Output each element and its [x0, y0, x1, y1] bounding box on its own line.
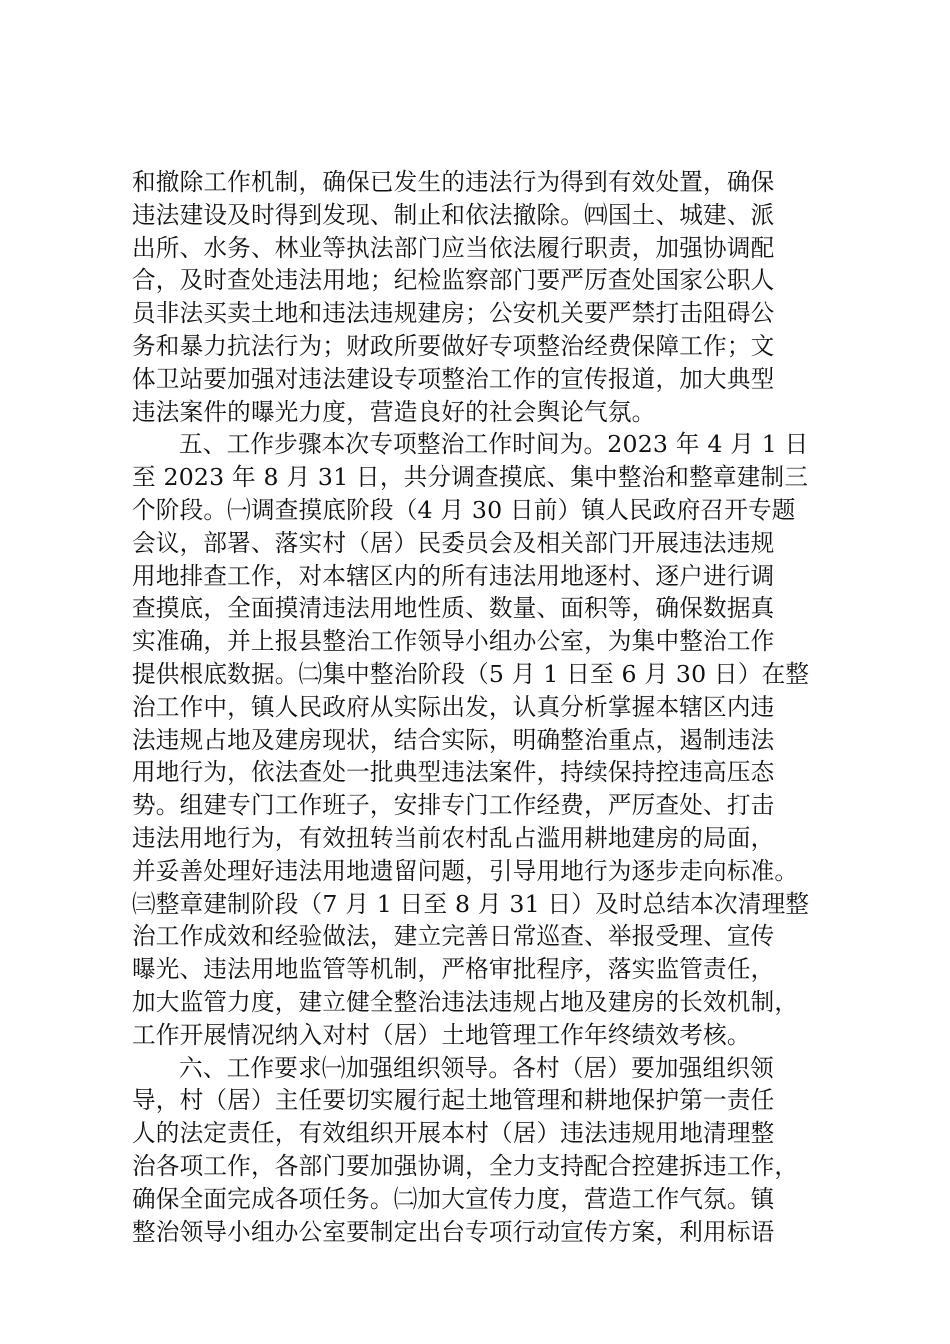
text-line: 人的法定责任，有效组织开展本村（居）违法违规用地清理整	[132, 1119, 775, 1148]
text-line: 曝光、违法用地监管等机制，严格审批程序，落实监管责任，	[132, 955, 775, 984]
text-line: 至 2023 年 8 月 31 日，共分调查摸底、集中整治和整章建制三	[132, 463, 809, 492]
text-line: 合，及时查处违法用地；纪检监察部门要严厉查处国家公职人	[132, 266, 775, 295]
text-line: 违法建设及时得到发现、制止和依法撤除。㈣国土、城建、派	[132, 200, 775, 229]
text-line: 并妥善处理好违法用地遗留问题，引导用地行为逐步走向标准。	[132, 856, 799, 885]
text-line: 会议，部署、落实村（居）民委员会及相关部门开展违法违规	[132, 528, 775, 557]
text-line: 用地排查工作，对本辖区内的所有违法用地逐村、逐户进行调	[132, 561, 775, 590]
text-line: ㈢整章建制阶段（7 月 1 日至 8 月 31 日）及时总结本次清理整	[132, 889, 810, 918]
text-line: 用地行为，依法查处一批典型违法案件，持续保持控违高压态	[132, 758, 775, 787]
text-line: 导，村（居）主任要切实履行起土地管理和耕地保护第一责任	[132, 1086, 775, 1115]
text-line: 和撤除工作机制，确保已发生的违法行为得到有效处置，确保	[132, 168, 775, 196]
text-line: 确保全面完成各项任务。㈡加大宣传力度，营造工作气氛。镇	[132, 1184, 775, 1213]
text-line: 工作开展情况纳入对村（居）土地管理工作年终绩效考核。	[132, 1020, 751, 1049]
text-line: 势。组建专门工作班子，安排专门工作经费，严厉查处、打击	[132, 791, 775, 820]
text-line: 体卫站要加强对违法建设专项整治工作的宣传报道，加大典型	[132, 364, 775, 393]
text-line: 加大监管力度，建立健全整治违法违规占地及建房的长效机制，	[132, 987, 799, 1016]
text-line: 出所、水务、林业等执法部门应当依法履行职责，加强协调配	[132, 233, 775, 262]
text-line: 治工作中，镇人民政府从实际出发，认真分析掌握本辖区内违	[132, 692, 775, 721]
text-line: 违法用地行为，有效扭转当前农村乱占滥用耕地建房的局面，	[132, 823, 775, 852]
text-line: 治工作成效和经验做法，建立完善日常巡查、举报受理、宣传	[132, 922, 775, 951]
text-line: 法违规占地及建房现状，结合实际，明确整治重点，遏制违法	[132, 725, 775, 754]
text-line: 个阶段。㈠调查摸底阶段（4 月 30 日前）镇人民政府召开专题	[132, 495, 796, 524]
text-line: 查摸底，全面摸清违法用地性质、数量、面积等，确保数据真	[132, 594, 775, 623]
text-line: 实准确，并上报县整治工作领导小组办公室，为集中整治工作	[132, 627, 775, 656]
text-line: 治各项工作，各部门要加强协调，全力支持配合控建拆违工作，	[132, 1151, 799, 1180]
body-text	[132, 166, 832, 1248]
text-line: 违法案件的曝光力度，营造良好的社会舆论气氛。	[132, 397, 656, 426]
text-line: 员非法买卖土地和违法违规建房；公安机关要严禁打击阻碍公	[132, 299, 775, 328]
text-line: 提供根底数据。㈡集中整治阶段（5 月 1 日至 6 月 30 日）在整	[132, 659, 810, 688]
section-heading-line: 六、工作要求㈠加强组织领导。各村（居）要加强组织领	[179, 1053, 774, 1082]
text-line: 务和暴力抗法行为；财政所要做好专项整治经费保障工作；文	[132, 331, 775, 360]
text-line: 整治领导小组办公室要制定出台专项行动宣传方案，利用标语	[132, 1217, 775, 1246]
section-heading-line: 五、工作步骤本次专项整治工作时间为。2023 年 4 月 1 日	[179, 430, 809, 459]
